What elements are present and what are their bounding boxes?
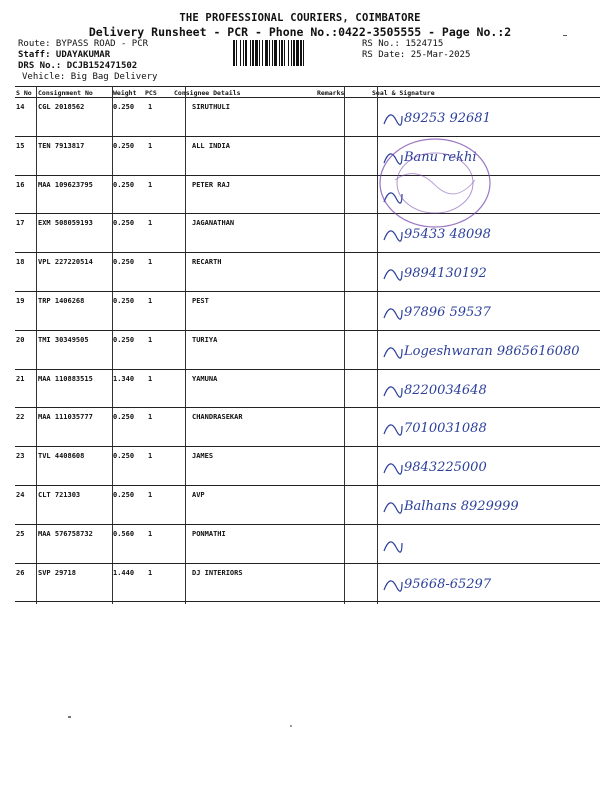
table-row bbox=[0, 253, 600, 291]
signature-scribble bbox=[384, 425, 402, 435]
cell-sno: 19 bbox=[16, 297, 25, 305]
cell-sno: 20 bbox=[16, 335, 25, 344]
table-row bbox=[0, 525, 600, 563]
cell-weight: 1.340 bbox=[113, 374, 135, 383]
signature-scribble bbox=[384, 386, 402, 396]
signature bbox=[382, 253, 600, 291]
cell-pcs: 1 bbox=[148, 141, 153, 150]
runsheet-title: Delivery Runsheet - PCR - Phone No.:0422-3505555 - Page No.:2 bbox=[88, 25, 512, 39]
cell-consignment: MAA 110883515 bbox=[38, 374, 93, 383]
cell-weight: 0.250 bbox=[113, 452, 135, 461]
col-consignment: Consignment No bbox=[38, 89, 93, 97]
table-row bbox=[0, 331, 600, 369]
cell-consignee: SIRUTHULI bbox=[192, 103, 230, 111]
cell-consignee: DJ INTERIORS bbox=[192, 568, 243, 577]
table-row bbox=[0, 98, 600, 136]
company-name: THE PROFESSIONAL COURIERS, COIMBATORE bbox=[179, 12, 421, 24]
cell-consignee: AVP bbox=[192, 491, 205, 499]
cell-consignee: ALL INDIA bbox=[192, 141, 230, 150]
signature-scribble bbox=[384, 115, 402, 125]
courier-stamp bbox=[375, 135, 495, 230]
table-row bbox=[0, 408, 600, 446]
cell-weight: 1.440 bbox=[113, 568, 135, 577]
cell-pcs: 1 bbox=[148, 413, 153, 422]
signature-text: 89253 92681 bbox=[404, 111, 491, 126]
cell-consignment: TVL 4408608 bbox=[38, 452, 85, 461]
signature-scribble bbox=[384, 580, 402, 590]
cell-sno: 26 bbox=[16, 568, 25, 577]
cell-consignee: PONMATHI bbox=[192, 529, 226, 538]
cell-consignee: PETER RAJ bbox=[192, 180, 230, 189]
drs-number: DRS No.: DCJB152471502 bbox=[18, 61, 138, 71]
signature-text: Logeshwaran 9865616080 bbox=[404, 343, 580, 359]
signature-text: 7010031088 bbox=[404, 421, 487, 437]
cell-consignee: TURIYA bbox=[192, 335, 218, 344]
signature bbox=[382, 447, 600, 485]
signature-text: 95433 48098 bbox=[404, 227, 491, 243]
route: Route: BYPASS ROAD - PCR bbox=[18, 39, 149, 49]
cell-consignee: CHANDRASEKAR bbox=[192, 413, 243, 422]
col-pcs: PCS bbox=[145, 89, 157, 97]
cell-consignment: CLT 721303 bbox=[38, 491, 81, 499]
signature bbox=[382, 486, 600, 524]
cell-weight: 0.250 bbox=[113, 335, 135, 344]
cell-consignment: MAA 111035777 bbox=[38, 413, 93, 422]
signature-scribble bbox=[384, 309, 402, 319]
table-row bbox=[0, 447, 600, 485]
rs-number: RS No.: 1524715 bbox=[362, 39, 444, 49]
col-consignee: Consignee Details bbox=[174, 89, 241, 97]
cell-consignment: VPL 227220514 bbox=[38, 258, 93, 267]
cell-pcs: 1 bbox=[148, 568, 153, 577]
signature-text: 8220034648 bbox=[404, 382, 487, 398]
signature bbox=[382, 370, 600, 408]
staff: Staff: UDAYAKUMAR bbox=[18, 50, 111, 60]
cell-pcs: 1 bbox=[148, 374, 153, 383]
signature-scribble bbox=[384, 348, 402, 358]
table-row bbox=[0, 292, 600, 330]
signature bbox=[382, 564, 600, 602]
cell-consignee: JAGANATHAN bbox=[192, 219, 235, 228]
cell-consignee: JAMES bbox=[192, 452, 214, 461]
signature-text: Banu rekhi bbox=[404, 149, 477, 165]
cell-consignee: PEST bbox=[192, 297, 209, 305]
cell-pcs: 1 bbox=[148, 258, 153, 267]
cell-consignment: CGL 2018562 bbox=[38, 103, 85, 111]
cell-sno: 21 bbox=[16, 374, 25, 383]
cell-consignment: TEN 7913817 bbox=[38, 141, 85, 150]
table-row bbox=[0, 564, 600, 602]
cell-sno: 23 bbox=[16, 452, 25, 461]
cell-consignment: TMI 30349505 bbox=[38, 335, 89, 344]
col-seal: Seal & Signature bbox=[372, 89, 435, 97]
cell-pcs: 1 bbox=[148, 297, 153, 305]
scan-speck bbox=[290, 725, 292, 727]
cell-weight: 0.250 bbox=[113, 258, 135, 267]
signature-text: 9894130192 bbox=[404, 266, 487, 282]
cell-pcs: 1 bbox=[148, 335, 153, 344]
cell-weight: 0.560 bbox=[113, 529, 135, 538]
col-sno: S No bbox=[16, 89, 32, 97]
signature-scribble bbox=[384, 270, 402, 280]
signature-scribble bbox=[384, 503, 402, 513]
barcode bbox=[233, 40, 353, 66]
cell-pcs: 1 bbox=[148, 219, 153, 228]
cell-weight: 0.250 bbox=[113, 180, 135, 189]
table-row bbox=[0, 214, 600, 252]
signature-text: 9843225000 bbox=[404, 460, 487, 476]
signature bbox=[382, 98, 600, 136]
cell-consignee: RECARTH bbox=[192, 258, 222, 267]
cell-sno: 18 bbox=[16, 258, 25, 267]
rs-date: RS Date: 25-Mar-2025 bbox=[362, 50, 471, 60]
signature-scribble bbox=[384, 464, 402, 474]
signature bbox=[382, 331, 600, 369]
cell-weight: 0.250 bbox=[113, 141, 135, 150]
scan-speck bbox=[68, 716, 71, 718]
signature bbox=[382, 408, 600, 446]
vehicle: Vehicle: Big Bag Delivery bbox=[22, 72, 158, 82]
cell-sno: 24 bbox=[16, 491, 25, 499]
cell-weight: 0.250 bbox=[113, 103, 135, 111]
cell-pcs: 1 bbox=[148, 491, 153, 499]
cell-pcs: 1 bbox=[148, 103, 153, 111]
col-weight: Weight bbox=[113, 89, 137, 97]
cell-sno: 15 bbox=[16, 141, 25, 150]
cell-pcs: 1 bbox=[148, 529, 153, 538]
col-remarks: Remarks bbox=[317, 89, 345, 97]
signature-text: 97896 59537 bbox=[404, 305, 491, 320]
cell-sno: 17 bbox=[16, 219, 25, 228]
signature-scribble bbox=[384, 542, 402, 552]
cell-consignment: EXM 508059193 bbox=[38, 219, 93, 228]
cell-weight: 0.250 bbox=[113, 413, 135, 422]
signature-scribble bbox=[384, 231, 402, 241]
signature bbox=[382, 525, 600, 563]
cell-consignment: MAA 109623795 bbox=[38, 180, 93, 189]
cell-sno: 14 bbox=[16, 103, 25, 111]
cell-pcs: 1 bbox=[148, 452, 153, 461]
table-row bbox=[0, 370, 600, 408]
cell-consignment: MAA 576758732 bbox=[38, 529, 93, 538]
table-row bbox=[0, 137, 600, 175]
cell-weight: 0.250 bbox=[113, 297, 135, 305]
cell-weight: 0.250 bbox=[113, 219, 135, 228]
cell-consignment: TRP 1406268 bbox=[38, 297, 85, 305]
table-row bbox=[0, 176, 600, 214]
cell-weight: 0.250 bbox=[113, 491, 135, 499]
scan-speck bbox=[563, 35, 567, 36]
cell-pcs: 1 bbox=[148, 180, 153, 189]
signature-text: 95668-65297 bbox=[404, 576, 492, 592]
cell-sno: 22 bbox=[16, 413, 25, 422]
table-top-line bbox=[15, 86, 600, 87]
cell-sno: 25 bbox=[16, 529, 25, 538]
signature-text: Balhans 8929999 bbox=[404, 499, 519, 514]
signature bbox=[382, 292, 600, 330]
row-divider bbox=[15, 601, 600, 602]
cell-sno: 16 bbox=[16, 180, 25, 189]
table-row bbox=[0, 486, 600, 524]
cell-consignee: YAMUNA bbox=[192, 374, 218, 383]
cell-consignment: SVP 29718 bbox=[38, 568, 76, 577]
